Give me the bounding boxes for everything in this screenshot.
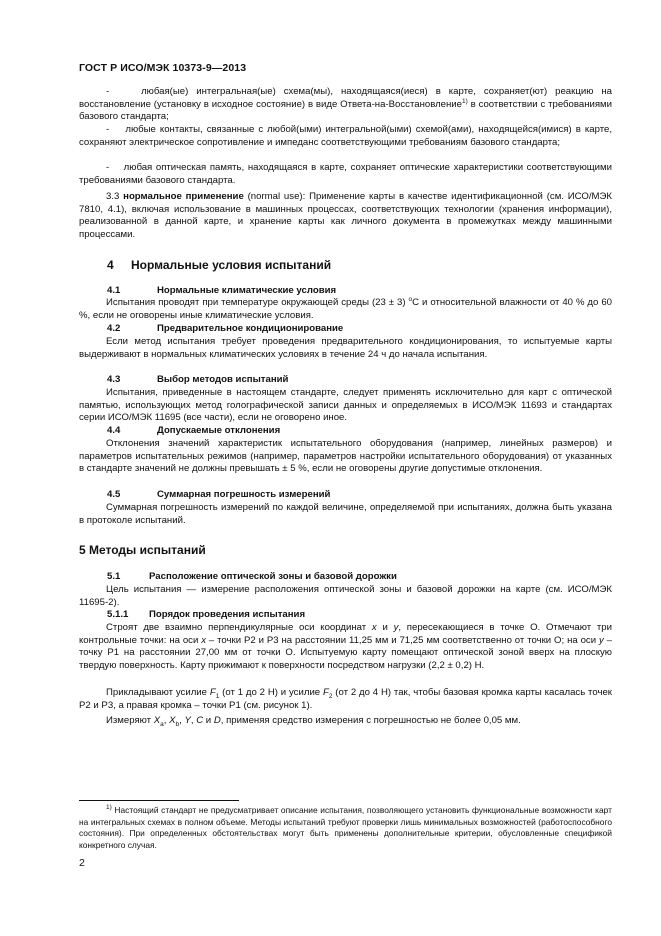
footnote-separator bbox=[79, 800, 239, 801]
subsection-4-2-heading: 4.2 Предварительное кондиционирование bbox=[107, 323, 344, 334]
footnote-mark: 1) bbox=[106, 804, 112, 812]
procedure-paragraph-1: Строят две взаимно перпендикулярные оси координат x и y, пересекающиеся в точке О. Отмечают три контрольные точки: на оси x – точки Р2 и Р3 на расстоянии 11,25 мм и 71,25 мм соответственно от точки О; на оси y – точку Р1 на расстоянии 27,00 мм от точки О. Испытуемую карту помещают оптической зоной вверх на плоскую твердую поверхность. Карту прижимают к поверхности посредством нагрузки (2,2 ± 0,2) Н. bbox=[79, 622, 612, 671]
bullet-reset-response: - любая(ые) интегральная(ые) схема(мы), находящаяся(иеся) в карте, сохраняет(ют) реакцию на восстановление (установку в исходное состояние) в виде Ответа-на-Восстановление$^{1)}$ в соответствии с требованиями базового стандарта; bbox=[79, 86, 613, 123]
footnote: $^{1)}$ Настоящий стандарт не предусматривает описание испытания, позволяющего установить функциональные возможности карт на интегральных схемах в полном объеме. Методы испытаний требуют проверки лишь минимальных возможностей (работоспособного состояния). При определенных обстоятельствах могут быть применены дополнительные критерии, обусловленные спецификой конкретного случая. bbox=[79, 804, 612, 850]
subsection-5-1-1-heading: 5.1.1 Порядок проведения испытания bbox=[107, 609, 306, 620]
section-5-heading: 5 Методы испытаний bbox=[79, 543, 206, 557]
bullet-optical-memory: - любая оптическая память, находящаяся в карте, сохраняет оптические характеристики соответствующими требованиями базового стандарта. bbox=[79, 162, 612, 186]
procedure-paragraph-2: Прикладывают усилие $F_1$ (от 1 до 2 Н) и усилие $F_2$ (от 2 до 4 Н) так, чтобы базовая кромка карты касалась точек Р2 и Р3, а правая кромка – точки Р1 (см. рисунок 1). bbox=[79, 687, 612, 711]
subsection-4-5-text: Суммарная погрешность измерений по каждой величине, определяемой при испытаниях, должна быть указана в протоколе испытаний. bbox=[79, 502, 612, 526]
subsection-4-4-text: Отклонения значений характеристик испытательного оборудования (например, линейных размеров) и параметров испытательных режимов (например, параметров настройки испытательного оборудования) от указанных в стандарте значений не должны превышать ± 5 %, если не оговорены другие допустимые отклонения. bbox=[79, 438, 612, 475]
subsection-4-4-heading: 4.4 Допускаемые отклонения bbox=[107, 425, 281, 436]
subsection-4-1-heading: 4.1 Нормальные климатические условия bbox=[107, 285, 337, 296]
footnote-ref: 1) bbox=[462, 97, 468, 105]
subsection-4-1-text: Испытания проводят при температуре окружающей среды (23 ± 3) $^o$С и относительной влажности от 40 % до 60 %, если не оговорены иные климатические условия. bbox=[79, 295, 612, 321]
subsection-4-5-heading: 4.5 Суммарная погрешность измерений bbox=[107, 489, 331, 500]
section-4-heading: 4 Нормальные условия испытаний bbox=[107, 258, 332, 272]
definition-term: нормальное применение bbox=[123, 191, 244, 202]
subsection-5-1-heading: 5.1 Расположение оптической зоны и базовой дорожки bbox=[107, 571, 397, 582]
procedure-paragraph-3: Измеряют $X_a$, $X_b$, Y, C и D, применяя средство измерения с погрешностью не более 0,05 мм. bbox=[106, 715, 521, 728]
subsection-5-1-text: Цель испытания — измерение расположения оптической зоны и базовой дорожки на карте (см. ИСО/МЭК 11695-2). bbox=[79, 584, 612, 608]
subsection-4-3-text: Испытания, приведенные в настоящем стандарте, следует применять исключительно для карт с оптической памятью, использующих метод голографической записи данных и определяемых в ИСО/МЭК 11693 и стандартах серии ИСО/МЭК 11695 (все части), если не оговорено иное. bbox=[79, 387, 612, 424]
subsection-4-2-text: Если метод испытания требует проведения предварительного кондиционирования, то испытуемые карты выдерживают в нормальных климатических условиях в течение 24 ч до начала испытания. bbox=[79, 336, 612, 360]
page-number: 2 bbox=[79, 857, 85, 869]
definition-normal-use: 3.3 нормальное применение (normal use): Применение карты в качестве идентификационной (см. ИСО/МЭК 7810, 4.1), включая использование в машинных процессах, соответствующих технологии (хранения информации), реализованной в данной карте, и хранение карты как личного документа в промежутках между машинными процессами. bbox=[79, 191, 612, 240]
bullet-contacts: - любые контакты, связанные с любой(ыми) интегральной(ыми) схемой(ами), находящейся(имися) в карте, сохраняют электрическое сопротивление и импеданс соответствующими требованиям базового стандарта; bbox=[79, 124, 612, 148]
document-header: ГОСТ Р ИСО/МЭК 10373-9—2013 bbox=[79, 62, 247, 74]
subsection-4-3-heading: 4.3 Выбор методов испытаний bbox=[107, 374, 289, 385]
